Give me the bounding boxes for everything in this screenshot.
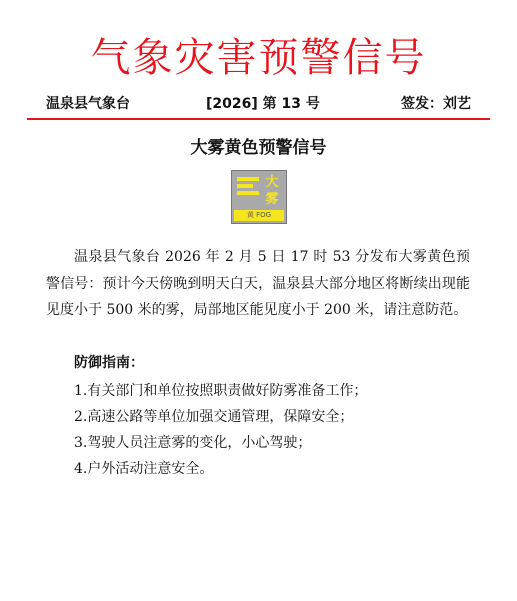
document-meta	[46, 93, 471, 115]
warning-title: 大雾黄色预警信号	[190, 138, 327, 158]
badge-char-top: 大	[265, 175, 279, 190]
guide-item: 3.驾驶人员注意雾的变化，小心驾驶；	[74, 435, 312, 451]
guide-list	[74, 378, 367, 482]
document-title: 气象灾害预警信号	[90, 35, 427, 81]
badge-chars	[262, 174, 282, 208]
guide-item: 1.有关部门和单位按照职责做好防雾准备工作；	[74, 383, 368, 399]
badge-char-bottom: 雾	[265, 192, 279, 207]
fog-yellow-warning-icon	[231, 170, 287, 224]
warning-body: 温泉县气象台 2026 年 2 月 5 日 17 时 53 分发布大雾黄色预警信号：预计今天傍晚到明天白天，温泉县大部分地区将断续出现能见度小于 500 米的雾，局部地区能见度小于 200 米，请注意防范。	[46, 249, 470, 318]
header-divider	[27, 118, 490, 120]
guide-item: 4.户外活动注意安全。	[74, 461, 214, 477]
fog-lines-icon	[237, 177, 259, 198]
issue-number: [2026] 第 13 号	[206, 96, 320, 112]
signer-name: 签发：刘艺	[401, 96, 471, 112]
guide-item: 2.高速公路等单位加强交通管理，保障安全；	[74, 409, 354, 425]
badge-caption	[234, 210, 284, 221]
badge-caption-right: FOG	[256, 211, 272, 219]
issuer-name: 温泉县气象台	[46, 96, 130, 112]
guide-heading: 防御指南：	[74, 355, 144, 371]
badge-caption-left: 黄	[246, 211, 254, 219]
